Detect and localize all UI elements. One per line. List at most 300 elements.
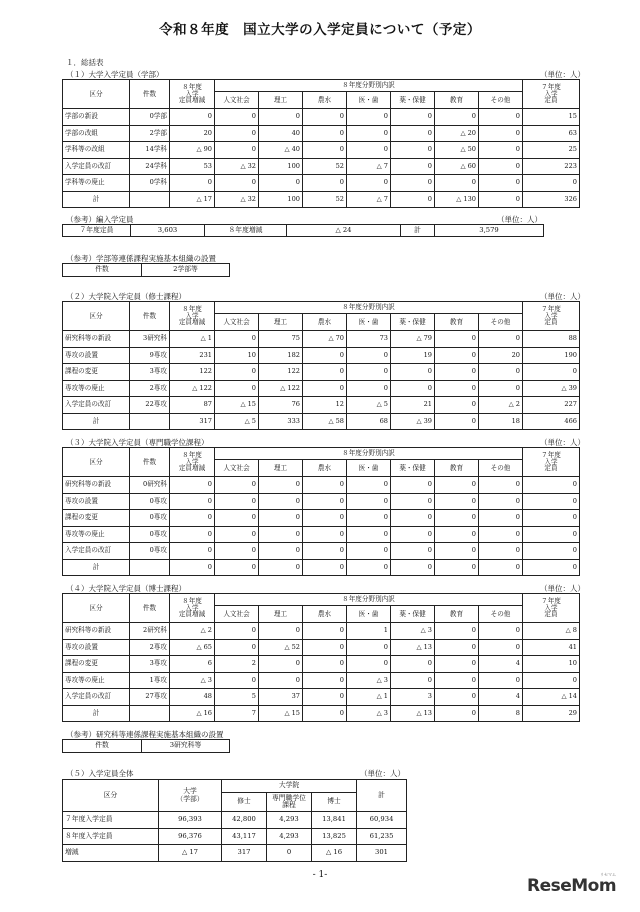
cell-value xyxy=(130,559,170,576)
header-field: 農水 xyxy=(303,460,347,477)
cell-value: △ 122 xyxy=(259,380,303,397)
cell-value: 0 xyxy=(215,477,259,494)
cell-value: △ 15 xyxy=(215,397,259,414)
cell-value: 0専攻 xyxy=(130,510,170,527)
cell-value: △ 52 xyxy=(259,639,303,656)
cell-value: 0 xyxy=(435,413,479,430)
cell-value: △ 8 xyxy=(523,623,580,640)
cell-value: 0 xyxy=(215,639,259,656)
cell-value: 122 xyxy=(259,364,303,381)
cell-value: 0 xyxy=(303,510,347,527)
row-label: 専攻等の廃止 xyxy=(63,380,130,397)
table-row xyxy=(63,510,580,527)
table1-unit: （単位：人） xyxy=(540,70,585,79)
transfer-cell: 3,579 xyxy=(435,225,544,237)
header-kubun: 区分 xyxy=(63,448,130,477)
cell-value: △ 5 xyxy=(215,413,259,430)
header-field: 教育 xyxy=(435,606,479,623)
cell-value: 0 xyxy=(267,845,312,862)
header-field: 農水 xyxy=(303,92,347,109)
cell-value: 0 xyxy=(435,397,479,414)
cell-value: 5 xyxy=(215,689,259,706)
table-row xyxy=(63,125,580,142)
table-row xyxy=(63,543,580,560)
row-label: 学科等の廃止 xyxy=(63,175,130,192)
cell-value: 2専攻 xyxy=(130,380,170,397)
cell-value: 0 xyxy=(215,510,259,527)
cell-value: 0 xyxy=(259,477,303,494)
cell-value: △ 40 xyxy=(259,142,303,159)
cell-value: 0 xyxy=(347,543,391,560)
cell-value: △ 16 xyxy=(312,845,357,862)
header-kubun: 区分 xyxy=(63,80,130,109)
cell-value: 0 xyxy=(347,639,391,656)
cell-value: 0 xyxy=(435,175,479,192)
table-row xyxy=(63,672,580,689)
row-label: ７年度入学定員 xyxy=(63,812,159,829)
cell-value: 76 xyxy=(259,397,303,414)
cell-value: 0 xyxy=(391,364,435,381)
cell-value: 0 xyxy=(215,672,259,689)
cell-value: 0 xyxy=(347,380,391,397)
page-title: 令和８年度 国立大学の入学定員について（予定） xyxy=(159,22,481,38)
t5-header-univ: 大学 （学部） xyxy=(159,780,222,812)
cell-value: 0 xyxy=(435,347,479,364)
cell-value: 326 xyxy=(523,191,580,208)
header-r8-increase: ８年度 入学 定員増減 xyxy=(170,80,215,109)
cell-value: 0 xyxy=(303,639,347,656)
cell-value: 0 xyxy=(523,510,580,527)
cell-value: 0 xyxy=(170,493,215,510)
cell-value: 0 xyxy=(479,331,523,348)
row-label: 入学定員の改訂 xyxy=(63,689,130,706)
cell-value: 0 xyxy=(391,142,435,159)
table4-caption: （４）大学院入学定員（博士課程） xyxy=(66,584,186,593)
cell-value: 223 xyxy=(523,158,580,175)
cell-value: 0 xyxy=(303,705,347,722)
table-row xyxy=(63,656,580,673)
collab2-label: 件数 xyxy=(63,740,142,753)
t5-header-doctor: 博士 xyxy=(312,793,357,812)
cell-value: △ 17 xyxy=(159,845,222,862)
header-r7-capacity: ７年度 入学 定員 xyxy=(523,80,580,109)
header-field: 医・歯 xyxy=(347,460,391,477)
header-field: 薬・保健 xyxy=(391,606,435,623)
cell-value: 0 xyxy=(347,109,391,126)
row-label: 計 xyxy=(63,705,130,722)
cell-value: 0 xyxy=(347,347,391,364)
table2-caption: （２）大学院入学定員（修士課程） xyxy=(66,292,186,301)
cell-value: 0 xyxy=(215,559,259,576)
cell-value: △ 50 xyxy=(435,142,479,159)
cell-value: 10 xyxy=(215,347,259,364)
table-transfer xyxy=(62,224,544,237)
header-field: 医・歯 xyxy=(347,606,391,623)
cell-value: 0 xyxy=(347,364,391,381)
cell-value: 42,800 xyxy=(222,812,267,829)
cell-value: 0 xyxy=(479,158,523,175)
cell-value: 0 xyxy=(259,493,303,510)
cell-value: 0 xyxy=(523,175,580,192)
cell-value: 0 xyxy=(435,689,479,706)
header-breakdown: ８年度分野別内訳 xyxy=(215,302,523,314)
cell-value: 0 xyxy=(391,526,435,543)
collab1-label: 件数 xyxy=(63,264,142,277)
row-label: 入学定員の改訂 xyxy=(63,543,130,560)
cell-value: 2専攻 xyxy=(130,639,170,656)
row-label: 増減 xyxy=(63,845,159,862)
cell-value: 0 xyxy=(347,125,391,142)
cell-value: 96,393 xyxy=(159,812,222,829)
cell-value: 61,235 xyxy=(357,828,407,845)
cell-value: 0 xyxy=(479,639,523,656)
cell-value: 0 xyxy=(259,543,303,560)
row-label: 課程の変更 xyxy=(63,364,130,381)
cell-value: △ 13 xyxy=(391,639,435,656)
cell-value: 0 xyxy=(215,364,259,381)
cell-value xyxy=(130,413,170,430)
row-label: 入学定員の改訂 xyxy=(63,397,130,414)
cell-value: △ 65 xyxy=(170,639,215,656)
header-field: その他 xyxy=(479,92,523,109)
header-field: 人文社会 xyxy=(215,314,259,331)
cell-value: 0 xyxy=(215,125,259,142)
cell-value: 0 xyxy=(435,493,479,510)
cell-value: △ 60 xyxy=(435,158,479,175)
cell-value: 22専攻 xyxy=(130,397,170,414)
cell-value: 0 xyxy=(391,191,435,208)
header-field: 教育 xyxy=(435,460,479,477)
table-row xyxy=(63,142,580,159)
header-field: 人文社会 xyxy=(215,460,259,477)
cell-value: 0 xyxy=(259,526,303,543)
cell-value: △ 79 xyxy=(391,331,435,348)
cell-value: 0 xyxy=(391,493,435,510)
cell-value: 21 xyxy=(391,397,435,414)
cell-value: 3研究科 xyxy=(130,331,170,348)
header-breakdown: ８年度分野別内訳 xyxy=(215,448,523,460)
row-label: 入学定員の改訂 xyxy=(63,158,130,175)
collab2-caption: （参考）研究科等連係課程実施基本組織の設置 xyxy=(66,730,224,739)
header-field: 教育 xyxy=(435,314,479,331)
cell-value: 3専攻 xyxy=(130,656,170,673)
row-label: 課程の変更 xyxy=(63,510,130,527)
table-row xyxy=(63,689,580,706)
cell-value: 0学科 xyxy=(130,175,170,192)
cell-value: 301 xyxy=(357,845,407,862)
cell-value: 0 xyxy=(391,559,435,576)
cell-value: △ 3 xyxy=(347,672,391,689)
header-field: その他 xyxy=(479,606,523,623)
cell-value: 0 xyxy=(303,364,347,381)
table-undergrad xyxy=(62,79,580,208)
cell-value: 0 xyxy=(347,477,391,494)
header-r8-increase: ８年度 入学 定員増減 xyxy=(170,302,215,331)
cell-value: 0学部 xyxy=(130,109,170,126)
cell-value: 0 xyxy=(215,623,259,640)
cell-value: 0 xyxy=(303,125,347,142)
header-field: その他 xyxy=(479,314,523,331)
cell-value: 0 xyxy=(259,623,303,640)
cell-value: 0 xyxy=(215,109,259,126)
row-label: 学部の新設 xyxy=(63,109,130,126)
cell-value: △ 1 xyxy=(347,689,391,706)
cell-value: 0研究科 xyxy=(130,477,170,494)
cell-value: 88 xyxy=(523,331,580,348)
row-label: ８年度入学定員 xyxy=(63,828,159,845)
cell-value: △ 32 xyxy=(215,158,259,175)
cell-value: 9専攻 xyxy=(130,347,170,364)
cell-value: 0 xyxy=(435,510,479,527)
header-kensu: 件数 xyxy=(130,448,170,477)
cell-value: 40 xyxy=(259,125,303,142)
cell-value: 0 xyxy=(435,331,479,348)
cell-value: 73 xyxy=(347,331,391,348)
cell-value: 25 xyxy=(523,142,580,159)
cell-value: 0 xyxy=(479,510,523,527)
cell-value: 0 xyxy=(435,705,479,722)
header-field: 理工 xyxy=(259,92,303,109)
cell-value: 0 xyxy=(479,477,523,494)
cell-value: 0 xyxy=(479,175,523,192)
table-row xyxy=(63,623,580,640)
cell-value: 0 xyxy=(523,364,580,381)
header-field: 薬・保健 xyxy=(391,314,435,331)
cell-value: △ 90 xyxy=(170,142,215,159)
cell-value: 0 xyxy=(259,559,303,576)
cell-value: 12 xyxy=(303,397,347,414)
cell-value: △ 5 xyxy=(347,397,391,414)
cell-value: 0 xyxy=(435,639,479,656)
cell-value: 4,293 xyxy=(267,828,312,845)
cell-value: 0専攻 xyxy=(130,493,170,510)
cell-value: 0 xyxy=(435,477,479,494)
table-row xyxy=(63,493,580,510)
cell-value: 0 xyxy=(391,175,435,192)
cell-value: 4,293 xyxy=(267,812,312,829)
cell-value: △ 3 xyxy=(170,672,215,689)
transfer-caption: （参考）編入学定員 xyxy=(66,215,134,224)
cell-value: 0 xyxy=(479,493,523,510)
transfer-cell: 計 xyxy=(401,225,435,237)
header-field: 薬・保健 xyxy=(391,460,435,477)
header-breakdown: ８年度分野別内訳 xyxy=(215,80,523,92)
table-row xyxy=(63,828,407,845)
row-label: 研究科等の新設 xyxy=(63,623,130,640)
cell-value: △ 130 xyxy=(435,191,479,208)
t5-header-kubun: 区分 xyxy=(63,780,159,812)
cell-value: 0 xyxy=(435,380,479,397)
cell-value: 0 xyxy=(303,672,347,689)
table-collab2 xyxy=(62,739,230,753)
table-row xyxy=(63,331,580,348)
cell-value: 0 xyxy=(479,526,523,543)
cell-value: △ 13 xyxy=(391,705,435,722)
total-row xyxy=(63,705,580,722)
table-row xyxy=(63,845,407,862)
cell-value: △ 16 xyxy=(170,705,215,722)
cell-value: 0 xyxy=(303,175,347,192)
cell-value: 231 xyxy=(170,347,215,364)
cell-value: 0 xyxy=(435,543,479,560)
cell-value: 0 xyxy=(303,109,347,126)
cell-value: 0 xyxy=(347,656,391,673)
cell-value: 0 xyxy=(391,125,435,142)
cell-value: 0 xyxy=(215,543,259,560)
cell-value: 333 xyxy=(259,413,303,430)
header-r7-capacity: ７年度 入学 定員 xyxy=(523,302,580,331)
cell-value: 18 xyxy=(479,413,523,430)
cell-value: 466 xyxy=(523,413,580,430)
cell-value: 0 xyxy=(259,672,303,689)
table-row xyxy=(63,477,580,494)
cell-value: 0 xyxy=(523,526,580,543)
table1-caption: （１）大学入学定員（学部） xyxy=(66,70,164,79)
cell-value: △ 14 xyxy=(523,689,580,706)
cell-value: △ 17 xyxy=(170,191,215,208)
header-field: 理工 xyxy=(259,606,303,623)
cell-value: 0 xyxy=(391,672,435,689)
cell-value: 0 xyxy=(479,623,523,640)
cell-value: 37 xyxy=(259,689,303,706)
header-r7-capacity: ７年度 入学 定員 xyxy=(523,448,580,477)
cell-value: 20 xyxy=(170,125,215,142)
cell-value: 100 xyxy=(259,191,303,208)
cell-value: 43,117 xyxy=(222,828,267,845)
cell-value: 0 xyxy=(259,510,303,527)
cell-value: 0 xyxy=(303,623,347,640)
cell-value: 53 xyxy=(170,158,215,175)
cell-value: △ 32 xyxy=(215,191,259,208)
header-kensu: 件数 xyxy=(130,80,170,109)
table5-caption: （５）入学定員全体 xyxy=(66,769,134,778)
cell-value: △ 7 xyxy=(347,191,391,208)
cell-value: 0 xyxy=(479,559,523,576)
table-row xyxy=(63,812,407,829)
header-field: 人文社会 xyxy=(215,606,259,623)
cell-value: 0 xyxy=(303,347,347,364)
cell-value: △ 2 xyxy=(170,623,215,640)
row-label: 研究科等の新設 xyxy=(63,477,130,494)
header-r8-increase: ８年度 入学 定員増減 xyxy=(170,594,215,623)
collab2-value: 3研究科等 xyxy=(142,740,230,753)
header-r7-capacity: ７年度 入学 定員 xyxy=(523,594,580,623)
cell-value: 0 xyxy=(435,559,479,576)
cell-value: 0 xyxy=(391,158,435,175)
total-row xyxy=(63,559,580,576)
cell-value: 0 xyxy=(391,380,435,397)
cell-value: △ 2 xyxy=(479,397,523,414)
cell-value: 27専攻 xyxy=(130,689,170,706)
transfer-cell: ７年度定員 xyxy=(63,225,131,237)
row-label: 専攻等の廃止 xyxy=(63,526,130,543)
cell-value: 14学科 xyxy=(130,142,170,159)
table-collab1 xyxy=(62,263,230,277)
cell-value: 0 xyxy=(391,510,435,527)
cell-value xyxy=(130,705,170,722)
t5-header-grad: 大学院 xyxy=(222,780,357,793)
header-field: 理工 xyxy=(259,460,303,477)
cell-value: 0 xyxy=(215,493,259,510)
cell-value: △ 3 xyxy=(347,705,391,722)
cell-value: 0専攻 xyxy=(130,526,170,543)
table-master xyxy=(62,301,580,430)
cell-value: 317 xyxy=(170,413,215,430)
table-row xyxy=(63,380,580,397)
table2-unit: （単位：人） xyxy=(540,292,585,301)
cell-value: 0 xyxy=(523,477,580,494)
cell-value: 2学部 xyxy=(130,125,170,142)
header-r8-increase: ８年度 入学 定員増減 xyxy=(170,448,215,477)
cell-value: 13,825 xyxy=(312,828,357,845)
cell-value: 0 xyxy=(170,543,215,560)
table-row xyxy=(63,109,580,126)
cell-value: 0 xyxy=(259,656,303,673)
t5-header-prof: 専門職学位 課程 xyxy=(267,793,312,812)
header-kubun: 区分 xyxy=(63,594,130,623)
total-row xyxy=(63,413,580,430)
cell-value: 60,934 xyxy=(357,812,407,829)
cell-value: 96,376 xyxy=(159,828,222,845)
cell-value: 13,841 xyxy=(312,812,357,829)
resemom-logo-sub: リセマム xyxy=(600,872,616,877)
cell-value: 0 xyxy=(479,380,523,397)
cell-value: 0 xyxy=(391,656,435,673)
cell-value: 0 xyxy=(303,559,347,576)
cell-value: 0 xyxy=(523,493,580,510)
table3-caption: （３）大学院入学定員（専門職学位課程） xyxy=(66,438,209,447)
header-field: 農水 xyxy=(303,606,347,623)
section-heading: １．総括表 xyxy=(66,58,104,67)
cell-value: 100 xyxy=(259,158,303,175)
resemom-logo: ReseMom xyxy=(527,876,617,896)
cell-value: 0 xyxy=(479,672,523,689)
cell-value: 0 xyxy=(347,510,391,527)
cell-value: 0 xyxy=(215,142,259,159)
cell-value: 0 xyxy=(303,380,347,397)
table-row xyxy=(63,364,580,381)
cell-value: 0 xyxy=(303,477,347,494)
cell-value: △ 15 xyxy=(259,705,303,722)
collab1-value: 2学部等 xyxy=(142,264,230,277)
cell-value: 6 xyxy=(170,656,215,673)
table-row xyxy=(63,397,580,414)
cell-value: 15 xyxy=(523,109,580,126)
cell-value: 0 xyxy=(170,175,215,192)
row-label: 専攻の設置 xyxy=(63,639,130,656)
row-label: 学部の改組 xyxy=(63,125,130,142)
cell-value: 0 xyxy=(303,142,347,159)
cell-value: 20 xyxy=(479,347,523,364)
header-field: 薬・保健 xyxy=(391,92,435,109)
header-kensu: 件数 xyxy=(130,594,170,623)
t5-header-total: 計 xyxy=(357,780,407,812)
cell-value: 3 xyxy=(391,689,435,706)
page-number: - 1- xyxy=(312,870,328,880)
cell-value: 0 xyxy=(391,109,435,126)
cell-value: 0 xyxy=(347,493,391,510)
cell-value: 4 xyxy=(479,689,523,706)
row-label: 課程の変更 xyxy=(63,656,130,673)
cell-value: 0 xyxy=(259,109,303,126)
cell-value: 0 xyxy=(347,559,391,576)
cell-value: 48 xyxy=(170,689,215,706)
cell-value: 182 xyxy=(259,347,303,364)
cell-value: 0 xyxy=(170,510,215,527)
cell-value: △ 122 xyxy=(170,380,215,397)
cell-value: 0 xyxy=(479,364,523,381)
header-field: 医・歯 xyxy=(347,92,391,109)
